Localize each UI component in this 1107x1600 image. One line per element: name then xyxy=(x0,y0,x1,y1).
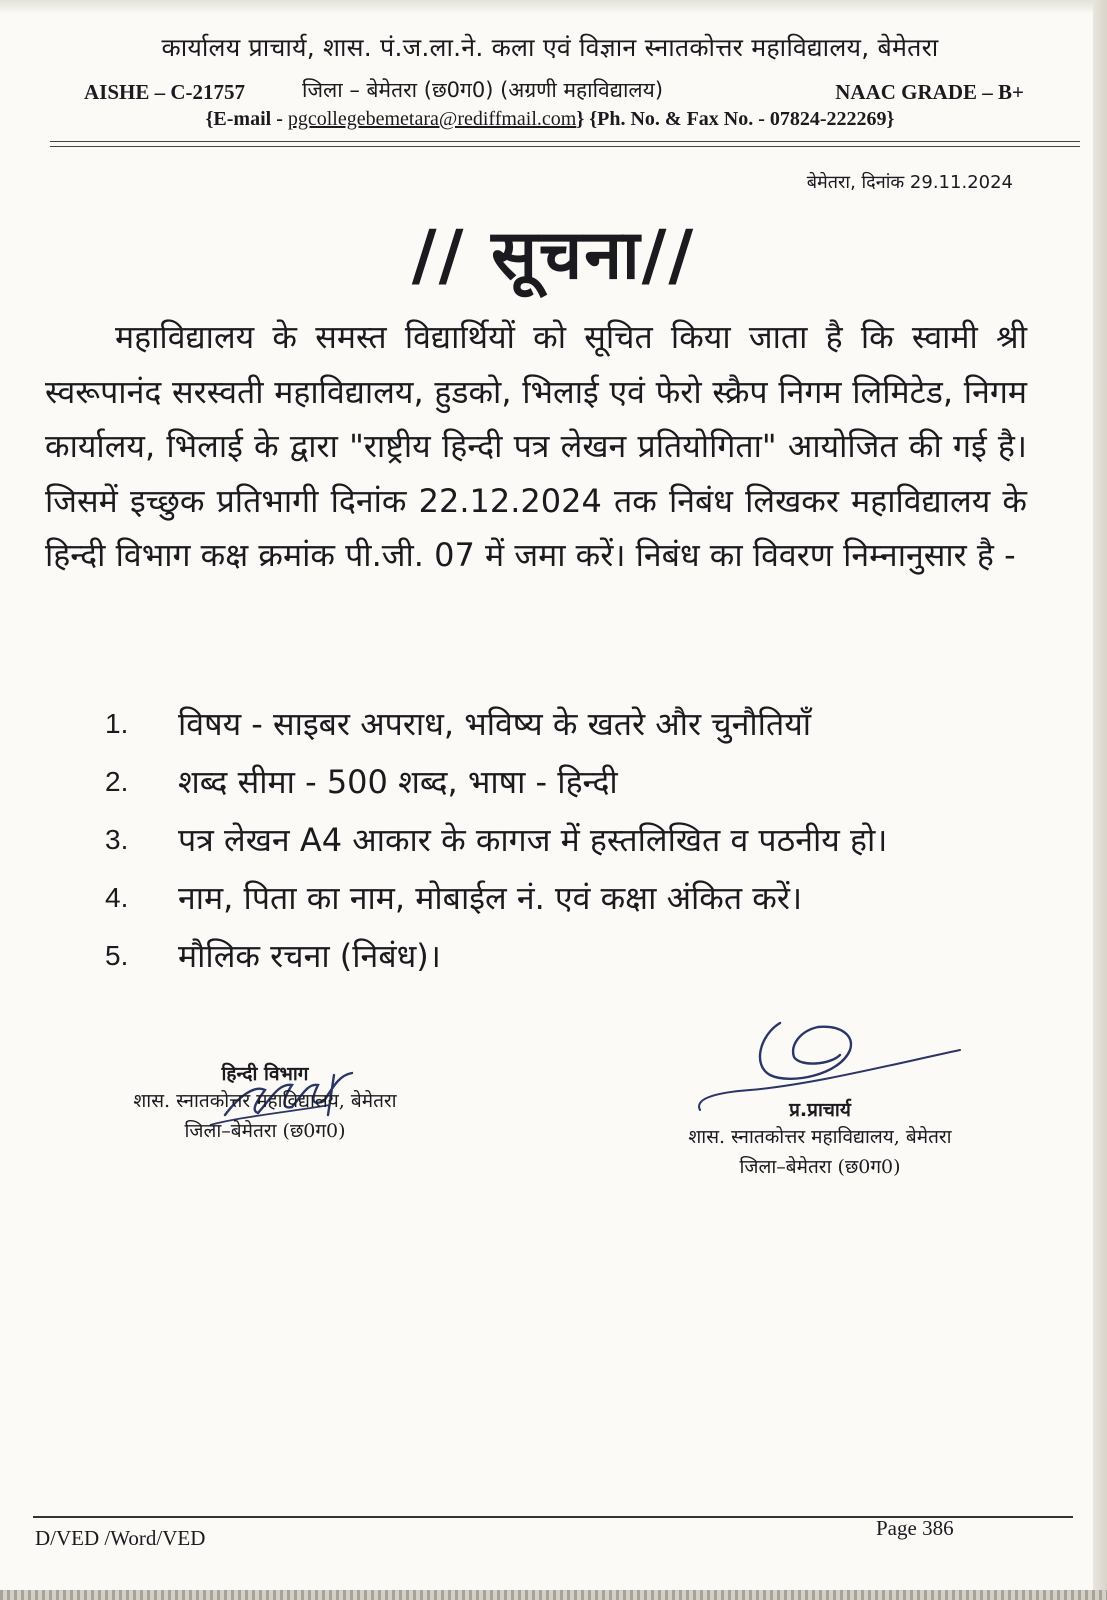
signature-college: शास. स्नातकोत्तर महाविद्यालय, बेमेतरा xyxy=(688,1126,952,1148)
list-item-text: मौलिक रचना (निबंध)। xyxy=(178,937,441,975)
header-divider-bottom xyxy=(50,146,1080,147)
header-email-link[interactable]: pgcollegebemetara@rediffmail.com xyxy=(287,108,577,130)
header-phone: } {Ph. No. & Fax No. - 07824-222269} xyxy=(576,108,895,130)
scan-top-shadow xyxy=(0,0,1107,14)
list-item xyxy=(105,869,1027,927)
signature-title: हिन्दी विभाग xyxy=(221,1063,309,1085)
header-district: जिला – बेमेतरा (छ0ग0) (अग्रणी महाविद्यालय) xyxy=(302,78,664,102)
header-contact-line xyxy=(70,108,1030,131)
header-naac-grade: NAAC GRADE – B+ xyxy=(835,80,1024,104)
notice-body xyxy=(45,310,1027,583)
list-item-text: विषय - साइबर अपराध, भविष्य के खतरे और चुनौतियाँ xyxy=(178,705,812,743)
requirements-list xyxy=(105,695,1027,985)
list-item-text: शब्द सीमा - 500 शब्द, भाषा - हिन्दी xyxy=(178,763,618,801)
header-email-prefix: {E-mail - xyxy=(205,108,283,130)
signature-block-principal xyxy=(630,1096,1010,1182)
notice-title: // सूचना// xyxy=(411,216,696,295)
list-item xyxy=(105,753,1027,811)
signature-block-hindi-dept xyxy=(80,1060,450,1146)
header-divider-top xyxy=(50,141,1080,142)
scan-bottom-edge xyxy=(0,1590,1107,1600)
signature-title: प्र.प्राचार्य xyxy=(789,1099,851,1121)
notice-body-text: महाविद्यालय के समस्त विद्यार्थियों को सूचित किया जाता है कि स्वामी श्री स्वरूपानंद सरस्वती महाविद्यालय, हुडको, भिलाई एवं फेरो स्क्रैप निगम लिमिटेड, निगम कार्यालय, भिलाई के द्वारा "राष्ट्रीय हिन्दी पत्र लेखन प्रतियोगिता" आयोजित की गई है। जिसमें इच्छुक प्रतिभागी दिनांक 22.12.2024 तक निबंध लिखकर महाविद्यालय के हिन्दी विभाग कक्ष क्रमांक पी.जी. 07 में जमा करें। निबंध का विवरण निम्नानुसार है - xyxy=(45,318,1027,574)
signature-district: जिला–बेमेतरा (छ0ग0) xyxy=(184,1120,346,1142)
list-item-number: 2. xyxy=(105,766,129,797)
footer-doc-ref: D/VED /Word/VED xyxy=(35,1526,206,1550)
list-item-text: नाम, पिता का नाम, मोबाईल नं. एवं कक्षा अंकित करें। xyxy=(178,879,803,917)
signature-college: शास. स्नातकोत्तर महाविद्यालय, बेमेतरा xyxy=(133,1090,397,1112)
header-info-row xyxy=(84,76,1024,108)
list-item xyxy=(105,695,1027,753)
list-item-number: 3. xyxy=(105,824,129,855)
list-item-text: पत्र लेखन A4 आकार के कागज में हस्तलिखित व पठनीय हो। xyxy=(178,821,888,859)
list-item xyxy=(105,811,1027,869)
header-aishe-code: AISHE – C-21757 xyxy=(84,80,246,104)
signature-district: जिला–बेमेतरा (छ0ग0) xyxy=(739,1156,901,1178)
notice-date: बेमेतरा, दिनांक 29.11.2024 xyxy=(806,172,1013,193)
list-item-number: 5. xyxy=(105,940,129,971)
header-office-title: कार्यालय प्राचार्य, शास. पं.ज.ला.ने. कला एवं विज्ञान स्नातकोत्तर महाविद्यालय, बेमेतरा xyxy=(161,33,939,62)
list-item xyxy=(105,927,1027,985)
footer-page-number: Page 386 xyxy=(876,1516,954,1540)
list-item-number: 1. xyxy=(105,708,129,739)
list-item-number: 4. xyxy=(105,882,129,913)
